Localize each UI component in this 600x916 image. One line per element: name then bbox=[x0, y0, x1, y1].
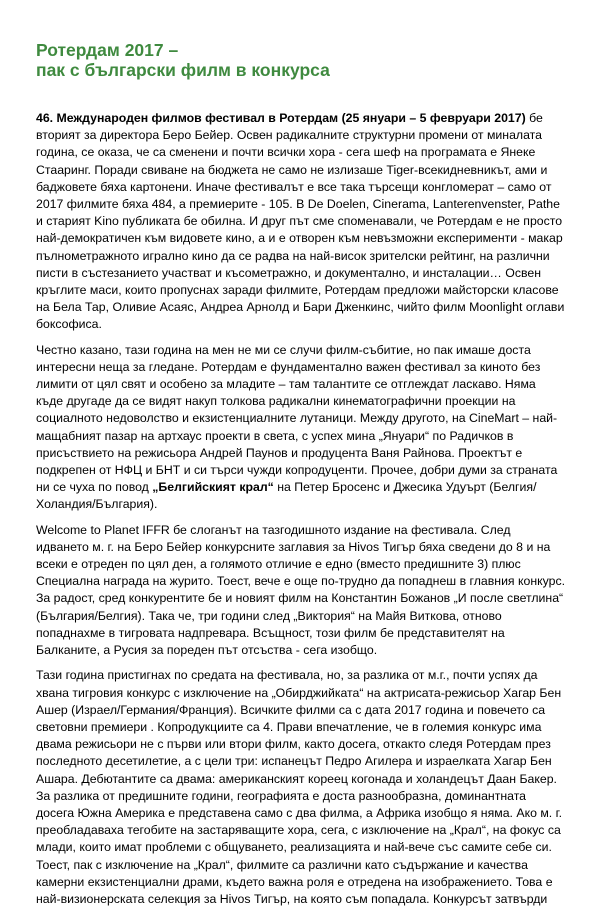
paragraph-1-text: бе вторият за директора Беро Бейер. Освен радикалните структурни промени от миналата година, се оказа, че са сменени и почти всички хора - сега шеф на програмата е Янеке Стааринг. Поради свиване на бюджета не само не излизаше Tiger-всекидневникът, ами и баджовете бяха картонени. Иначе фестивалът е все така търсещи конгломерат – само от 2017 филмите бяха 484, а премиерите - 105. В De Doelen, Cinerama, Lanterenvenster, Pathe и старият Kino публиката бе обилна. И друг път сме споменавали, че Ротердам е не просто най-демократичен към видовете кино, а и е отворен към невъзможни експерименти - макар пълнометражното игрално кино да се радва на най-висок зрителски рейтинг, на различни писти в състезанието участват и късометражно, и документално, и инсталации… Освен кръглите маси, които пропуснах заради филмите, Ротердам предложи майсторски класове на Бела Тар, Оливие Асаяс, Андреа Арнолд и Бари Дженкинс, чийто филм Moonlight оглави боксофиса. bbox=[36, 111, 565, 332]
paragraph-3-text: Welcome to Planet IFFR бе слоганът на тазгодишното издание на фестивала. След идването м. г. на Беро Бейер конкурсните заглавия за Hivos Тигър бяха сведени до 8 и на всеки е отреден по цял ден, а голямото отличие е едно (вместо предишните 3) плюс Специална награда на журито. Тоест, вече е още по-трудно да попаднеш в главния конкурс. За радост, сред конкурентите бе и новият филм на Константин Божанов „И после светлина“ (България/Белгия). Така че, три години след „Виктория“ на Майя Виткова, отново попаднахме в тигровата надпревара. Всъщност, този филм бе представителят на Балканите, а Русия за пореден път отсъства - сега изобщо. bbox=[36, 522, 566, 658]
paragraph-2-text: Честно казано, тази година на мен не ми се случи филм-събитие, но пак имаше доста интересни неща за гледане. Ротердам е фундаментално важен фестивал за киното без лимити от цял свят и особено за младите – там талантите се отглеждат ласкаво. Няма къде другаде да се видят накуп толкова радикални кинематографични проекции на социалното недоволство и екзистенциалните лутаници. Между другото, на CineMart – най-мащабният пазар на артхаус проекти в света, с успех мина „Януари“ по Радичков в присъствието на режисьора Андрей Паунов и продуцента Ваня Райнова. Проектът е подкрепен от НФЦ и БНТ и си търси чужди копродуценти. Прочее, добри думи за страната ни се чуха по повод bbox=[36, 342, 558, 495]
paragraph-1-lead: 46. Международен филмов фестивал в Ротердам (25 януари – 5 февруари 2017) bbox=[36, 111, 526, 125]
paragraph-4 bbox=[36, 667, 566, 908]
article-title bbox=[36, 40, 330, 80]
paragraph-2-tail: на Петер Бросенс и Джесика Удуърт (Белгия/Холандия/България). bbox=[36, 480, 537, 512]
article-title-line-2: пак с български филм в конкурса bbox=[36, 60, 330, 80]
article-title-line-1: Ротердам 2017 – bbox=[36, 40, 179, 60]
paragraph-2 bbox=[36, 342, 566, 514]
article-body bbox=[36, 110, 566, 916]
paragraph-2-film-title: „Белгийският крал“ bbox=[152, 480, 274, 495]
paragraph-4-text: Тази година пристигнах по средата на фестивала, но, за разлика от м.г., почти успях да хвана тигровия конкурс с изключение на „Обирджийката“ на актрисата-режисьор Хагар Бен Ашер (Израел/Германия/Франция). Всичките филми са с дата 2017 година и повечето са световни премиери . Копродукциите са 4. Прави впечатление, че в големия конкурс има двама режисьори не с първи или втори филм, както досега, откакто следя Ротердам през последното десетилетие, а с цели три: испанецът Педро Агилера и израелката Хагар Бен Ашара. Дебютантите са двама: американският кореец когонада и холандецът Даан Бакер. За разлика от предишните години, географията е доста разнообразна, доминантната досега Южна Америка е представена само с два филма, а Африка изобщо я няма. Ако м. г. преобладаваха тегобите на застаряващите хора, сега, с изключение на „Крал“, на фокус са млади, които имат проблеми с общуването, реализацията и най-вече със самите себе си. Тоест, пак с изключение на „Крал“, филмите са различни като съдържание и качества камерни екзистенциални драми, където важна роля е отредена на изображението. Това е най-визионерската селекция за Hivos Тигър, на която съм попадала. Конкурсът затвърди bbox=[36, 668, 563, 906]
paragraph-3 bbox=[36, 522, 566, 660]
paragraph-1 bbox=[36, 110, 566, 334]
